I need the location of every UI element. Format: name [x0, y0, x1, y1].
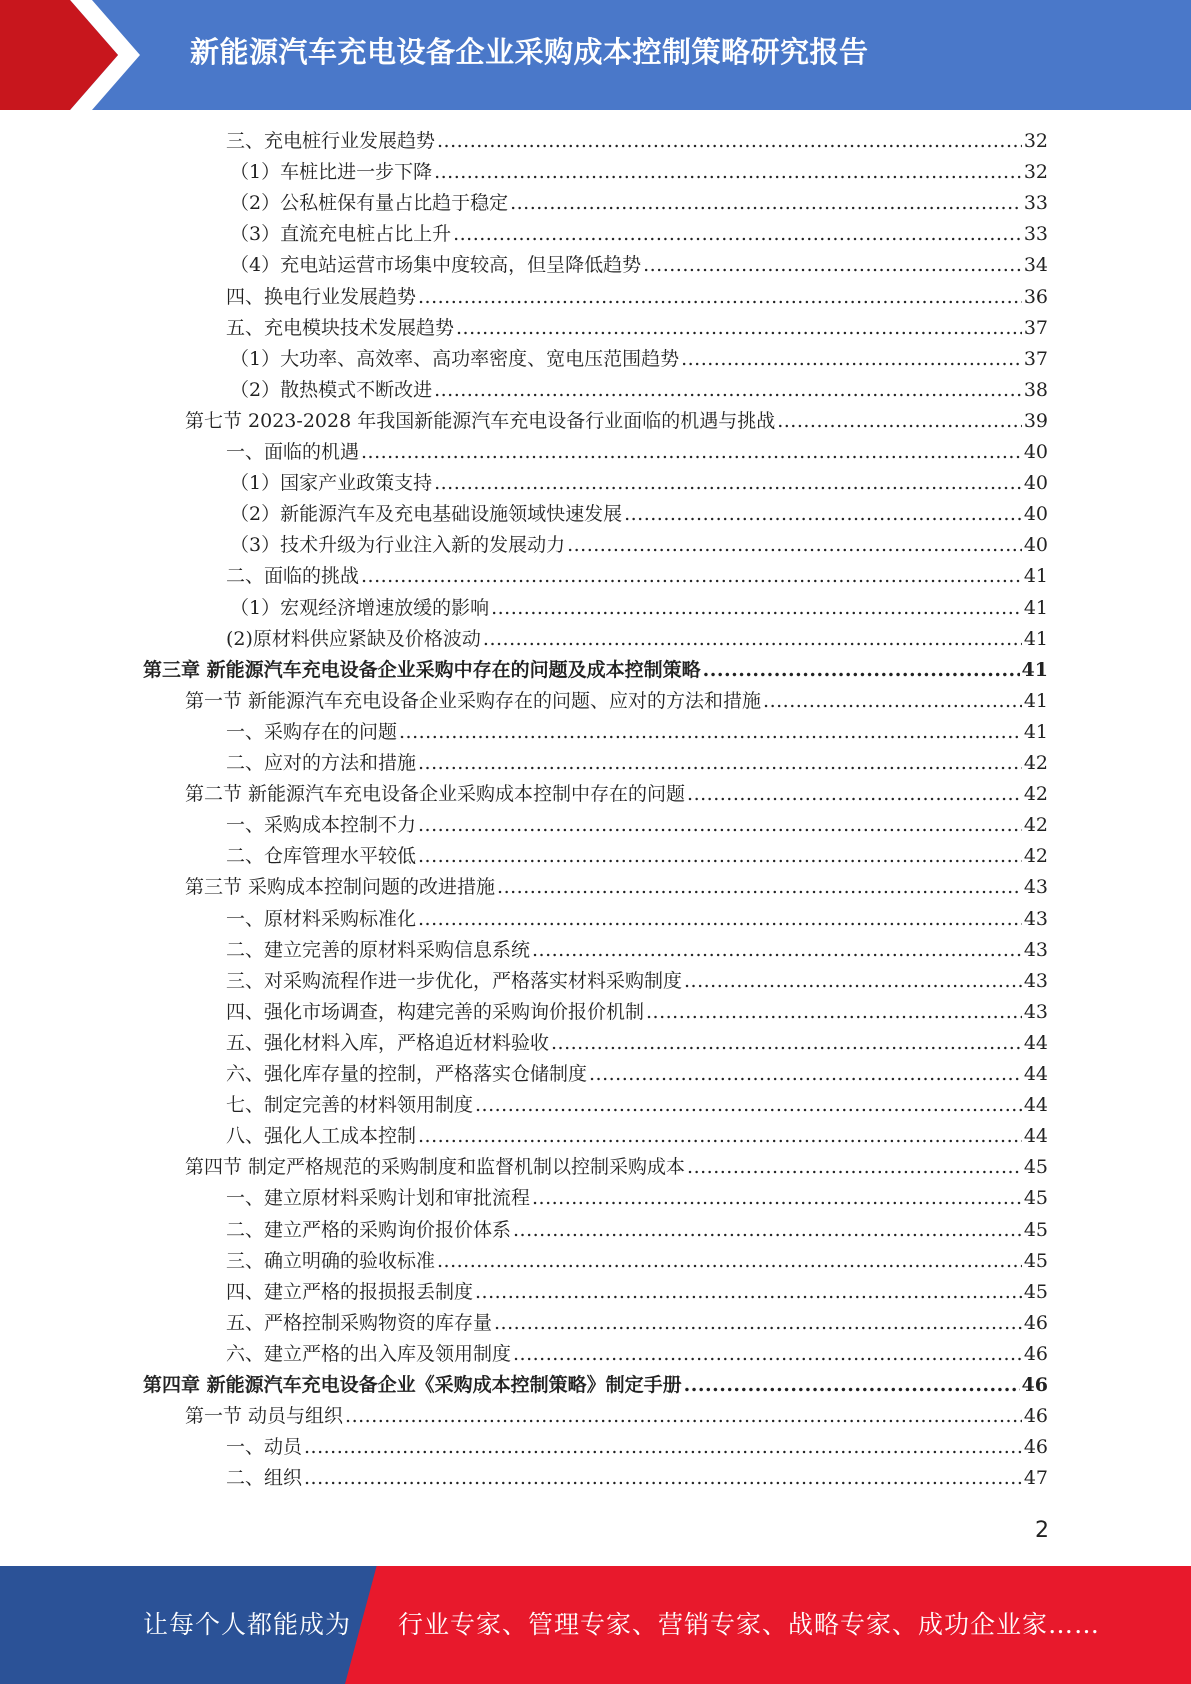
toc-subsection-entry[interactable]: [226, 1059, 1048, 1089]
footer-slogan-right: 行业专家、管理专家、营销专家、战略专家、成功企业家……: [398, 1610, 1101, 1639]
toc-entry-label: 第四章 新能源汽车充电设备企业《采购成本控制策略》制定手册: [143, 1374, 682, 1396]
toc-subsection-entry[interactable]: [226, 126, 1048, 156]
footer-slogan-left: 让每个人都能成为: [143, 1610, 352, 1639]
toc-entry-page: 46: [1023, 1405, 1048, 1428]
toc-subsection-entry[interactable]: [230, 468, 1048, 498]
toc-leader-dots: [418, 810, 1022, 840]
toc-entry-page: 46: [1023, 1311, 1048, 1334]
toc-entry-page: 36: [1023, 285, 1048, 308]
toc-leader-dots: [475, 1090, 1022, 1120]
toc-entry-page: 40: [1023, 441, 1048, 463]
toc-leader-dots: [418, 282, 1022, 312]
toc-entry-page: 41: [1023, 627, 1048, 650]
toc-entry-page: 34: [1023, 254, 1048, 277]
toc-entry-page: 41: [1021, 658, 1048, 681]
toc-leader-dots: [475, 1277, 1022, 1307]
toc-entry-label: 三、确立明确的验收标准: [226, 1249, 436, 1272]
toc-leader-dots: [510, 188, 1022, 218]
toc-subsection-entry[interactable]: [230, 593, 1048, 623]
toc-leader-dots: [418, 748, 1022, 778]
toc-entry-label: 一、原材料采购标准化: [226, 907, 417, 930]
toc-entry-label: 第二节 新能源汽车充电设备企业采购成本控制中存在的问题: [185, 783, 686, 806]
toc-leader-dots: [494, 1308, 1022, 1338]
toc-subsection-entry[interactable]: [230, 188, 1048, 218]
toc-entry-label: （3）直流充电桩占比上升: [230, 223, 452, 246]
toc-entry-page: 42: [1023, 752, 1048, 774]
toc-entry-label: 七、制定完善的材料领用制度: [226, 1094, 474, 1117]
toc-entry-label: 第一节 动员与组织: [185, 1405, 344, 1428]
toc-entry-page: 33: [1023, 223, 1048, 246]
toc-subsection-entry[interactable]: [230, 219, 1048, 249]
toc-subsection-entry[interactable]: [230, 344, 1048, 374]
toc-subsection-entry[interactable]: [226, 1463, 1048, 1493]
toc-entry-label: 二、应对的方法和措施: [226, 752, 417, 774]
toc-entry-label: （1）大功率、高效率、高功率密度、宽电压范围趋势: [230, 347, 680, 370]
toc-leader-dots: [434, 157, 1022, 187]
toc-entry-label: （4）充电站运营市场集中度较高，但呈降低趋势: [230, 254, 642, 277]
toc-leader-dots: [687, 1152, 1022, 1182]
toc-entry-page: 44: [1023, 1094, 1048, 1117]
toc-entry-page: 41: [1023, 720, 1048, 743]
toc-entry-label: （2）新能源汽车及充电基础设施领域快速发展: [230, 503, 623, 526]
toc-leader-dots: [532, 935, 1022, 965]
toc-subsection-entry[interactable]: [226, 313, 1048, 343]
toc-leader-dots: [624, 499, 1022, 529]
toc-entry-label: 一、采购存在的问题: [226, 720, 398, 743]
toc-entry-page: 46: [1023, 1436, 1048, 1459]
toc-entry-page: 45: [1023, 1249, 1048, 1272]
toc-leader-dots: [345, 1401, 1022, 1431]
toc-entry-label: （1）车桩比进一步下降: [230, 161, 433, 184]
toc-subsection-entry[interactable]: [226, 935, 1048, 965]
toc-subsection-entry[interactable]: [226, 748, 1048, 778]
toc-entry-label: (2)原材料供应紧缺及价格波动: [226, 627, 481, 650]
toc-entry-label: 三、对采购流程作进一步优化，严格落实材料采购制度: [226, 969, 683, 992]
toc-entry-page: 33: [1023, 192, 1048, 215]
toc-subsection-entry[interactable]: [226, 1432, 1048, 1462]
toc-entry-label: 四、换电行业发展趋势: [226, 285, 417, 308]
toc-section-entry[interactable]: [185, 406, 1048, 436]
toc-entry-page: 40: [1023, 472, 1048, 495]
toc-entry-page: 45: [1023, 1280, 1048, 1303]
toc-entry-label: （3）技术升级为行业注入新的发展动力: [230, 534, 566, 557]
toc-entry-page: 41: [1023, 565, 1048, 588]
toc-leader-dots: [361, 561, 1022, 591]
toc-subsection-entry[interactable]: [226, 997, 1048, 1027]
toc-subsection-entry[interactable]: [226, 1308, 1048, 1338]
toc-subsection-entry[interactable]: [226, 1121, 1048, 1151]
toc-entry-page: 37: [1023, 316, 1048, 339]
toc-subsection-entry[interactable]: [226, 904, 1048, 934]
toc-subsection-entry[interactable]: [226, 282, 1048, 312]
toc-leader-dots: [483, 624, 1022, 654]
toc-entry-label: （1）国家产业政策支持: [230, 472, 433, 495]
toc-leader-dots: [456, 313, 1022, 343]
toc-entry-label: 六、强化库存量的控制，严格落实仓储制度: [226, 1063, 588, 1085]
toc-entry-page: 42: [1023, 783, 1048, 806]
toc-leader-dots: [681, 344, 1022, 374]
toc-entry-label: 一、建立原材料采购计划和审批流程: [226, 1187, 531, 1210]
toc-leader-dots: [434, 468, 1022, 498]
toc-entry-label: 六、建立严格的出入库及领用制度: [226, 1342, 512, 1365]
toc-leader-dots: [763, 686, 1022, 716]
toc-entry-page: 42: [1023, 814, 1048, 837]
toc-entry-label: 第七节 2023-2028 年我国新能源汽车充电设备行业面临的机遇与挑战: [185, 409, 776, 432]
toc-subsection-entry[interactable]: [226, 1028, 1048, 1058]
toc-leader-dots: [418, 1121, 1022, 1151]
toc-entry-page: 44: [1023, 1063, 1048, 1085]
header-chevron-icon: [62, 0, 152, 110]
toc-leader-dots: [304, 1463, 1022, 1493]
toc-leader-dots: [418, 841, 1022, 871]
toc-subsection-entry[interactable]: [226, 1183, 1048, 1213]
toc-subsection-entry[interactable]: [226, 1090, 1048, 1120]
toc-entry-label: 五、严格控制采购物资的库存量: [226, 1311, 493, 1334]
toc-leader-dots: [684, 1370, 1020, 1400]
toc-subsection-entry[interactable]: [226, 1277, 1048, 1307]
toc-entry-page: 46: [1023, 1342, 1048, 1365]
toc-subsection-entry[interactable]: [226, 1246, 1048, 1276]
toc-subsection-entry[interactable]: [226, 437, 1048, 467]
toc-entry-label: 四、建立严格的报损报丢制度: [226, 1280, 474, 1303]
toc-section-entry[interactable]: [185, 779, 1048, 809]
toc-entry-page: 32: [1023, 130, 1048, 152]
toc-entry-label: 二、建立严格的采购询价报价体系: [226, 1218, 512, 1241]
toc-entry-label: 八、强化人工成本控制: [226, 1125, 417, 1148]
toc-leader-dots: [532, 1183, 1022, 1213]
toc-entry-page: 37: [1023, 347, 1048, 370]
toc-subsection-entry[interactable]: [226, 966, 1048, 996]
toc-entry-page: 43: [1023, 876, 1048, 899]
page-number: 2: [1035, 1518, 1049, 1543]
toc-chapter-entry[interactable]: [143, 1370, 1048, 1400]
toc-leader-dots: [418, 904, 1022, 934]
toc-entry-label: 五、充电模块技术发展趋势: [226, 316, 455, 339]
toc-chapter-entry[interactable]: [143, 655, 1048, 685]
toc-leader-dots: [513, 1339, 1022, 1369]
toc-leader-dots: [361, 437, 1022, 467]
toc-entry-page: 44: [1023, 1031, 1048, 1054]
toc-entry-page: 39: [1023, 409, 1048, 432]
toc-section-entry[interactable]: [185, 1152, 1048, 1182]
toc-leader-dots: [646, 997, 1022, 1027]
toc-entry-label: 第四节 制定严格规范的采购制度和监督机制以控制采购成本: [185, 1156, 686, 1179]
toc-subsection-entry[interactable]: [226, 841, 1048, 871]
toc-leader-dots: [453, 219, 1022, 249]
toc-entry-page: 42: [1023, 845, 1048, 868]
toc-entry-label: 第三章 新能源汽车充电设备企业采购中存在的问题及成本控制策略: [143, 658, 701, 681]
toc-entry-page: 44: [1023, 1125, 1048, 1148]
header-red-block: [0, 0, 70, 110]
toc-entry-label: 二、建立完善的原材料采购信息系统: [226, 938, 531, 961]
toc-entry-label: 一、面临的机遇: [226, 441, 360, 463]
toc-entry-page: 46: [1021, 1374, 1048, 1396]
toc-leader-dots: [777, 406, 1022, 436]
page-footer: [0, 1566, 1191, 1684]
toc-entry-page: 45: [1023, 1218, 1048, 1241]
toc-entry-page: 47: [1023, 1467, 1048, 1490]
toc-subsection-entry[interactable]: [230, 530, 1048, 560]
toc-section-entry[interactable]: [185, 1401, 1048, 1431]
toc-leader-dots: [589, 1059, 1022, 1089]
toc-entry-page: 43: [1023, 969, 1048, 992]
header-title: 新能源汽车充电设备企业采购成本控制策略研究报告: [190, 35, 869, 69]
toc-leader-dots: [703, 655, 1020, 685]
toc-leader-dots: [551, 1028, 1022, 1058]
toc-entry-label: 一、采购成本控制不力: [226, 814, 417, 837]
page-header: [0, 0, 1191, 110]
toc-leader-dots: [434, 375, 1022, 405]
toc-entry-label: 二、组织: [226, 1467, 303, 1490]
toc-entry-label: （2）公私桩保有量占比趋于稳定: [230, 192, 509, 215]
toc-entry-label: 五、强化材料入库，严格追近材料验收: [226, 1031, 550, 1054]
toc-entry-label: （2）散热模式不断改进: [230, 378, 433, 401]
toc-subsection-entry[interactable]: [230, 157, 1048, 187]
toc-leader-dots: [567, 530, 1022, 560]
toc-entry-page: 45: [1023, 1156, 1048, 1179]
toc-leader-dots: [497, 872, 1022, 902]
toc-subsection-entry[interactable]: [226, 1339, 1048, 1369]
toc-entry-page: 43: [1023, 938, 1048, 961]
toc-entry-label: 第一节 新能源汽车充电设备企业采购存在的问题、应对的方法和措施: [185, 689, 762, 712]
toc-subsection-entry[interactable]: [230, 250, 1048, 280]
toc-subsection-entry[interactable]: [230, 499, 1048, 529]
toc-entry-label: 四、强化市场调查，构建完善的采购询价报价机制: [226, 1000, 645, 1023]
toc-leader-dots: [437, 126, 1022, 156]
toc-entry-page: 41: [1023, 596, 1048, 619]
toc-subsection-entry[interactable]: [226, 810, 1048, 840]
toc-leader-dots: [684, 966, 1022, 996]
toc-leader-dots: [643, 250, 1022, 280]
toc-leader-dots: [491, 593, 1022, 623]
toc-entry-page: 32: [1023, 161, 1048, 184]
toc-subsection-entry[interactable]: [226, 624, 1048, 654]
toc-subsection-entry[interactable]: [226, 717, 1048, 747]
toc-leader-dots: [513, 1215, 1022, 1245]
toc-section-entry[interactable]: [185, 686, 1048, 716]
toc-entry-page: 43: [1023, 1000, 1048, 1023]
toc-entry-label: （1）宏观经济增速放缓的影响: [230, 596, 490, 619]
toc-entry-page: 40: [1023, 534, 1048, 557]
toc-entry-page: 41: [1023, 689, 1048, 712]
toc-entry-label: 一、动员: [226, 1436, 303, 1459]
toc-leader-dots: [304, 1432, 1022, 1462]
toc-entry-page: 38: [1023, 378, 1048, 401]
toc-entry-label: 二、面临的挑战: [226, 565, 360, 588]
toc-entry-page: 45: [1023, 1187, 1048, 1210]
toc-subsection-entry[interactable]: [226, 561, 1048, 591]
toc-leader-dots: [687, 779, 1022, 809]
toc-leader-dots: [437, 1246, 1022, 1276]
toc-leader-dots: [399, 717, 1022, 747]
toc-subsection-entry[interactable]: [226, 1215, 1048, 1245]
toc-section-entry[interactable]: [185, 872, 1048, 902]
toc-entry-label: 二、仓库管理水平较低: [226, 845, 417, 868]
toc-entry-page: 40: [1023, 503, 1048, 526]
toc-subsection-entry[interactable]: [230, 375, 1048, 405]
toc-entry-page: 43: [1023, 907, 1048, 930]
toc-entry-label: 三、充电桩行业发展趋势: [226, 130, 436, 152]
toc-entry-label: 第三节 采购成本控制问题的改进措施: [185, 876, 496, 899]
